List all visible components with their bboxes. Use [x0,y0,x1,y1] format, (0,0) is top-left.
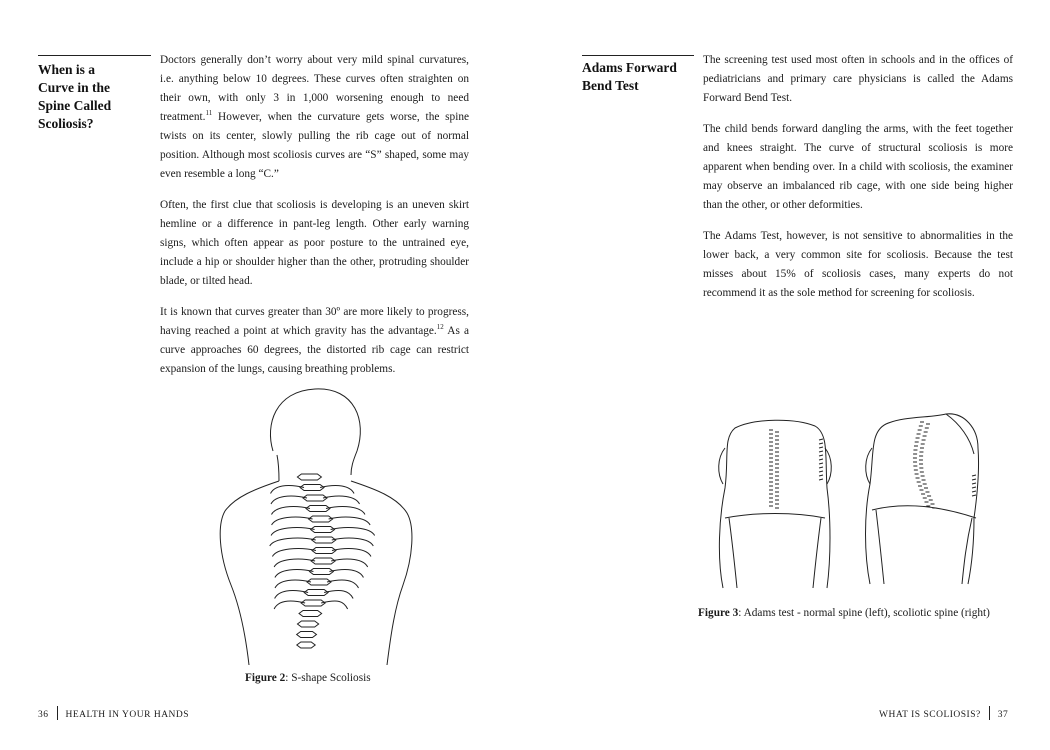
folio-divider [989,706,990,720]
rib [329,517,371,525]
figure-label: Figure 3 [698,607,739,619]
rib [324,591,353,599]
spine-dashes-normal [769,430,779,508]
paragraph-text: It is known that curves greater than 30º are more likely to progress, having reached a point at which gravity has the advantage. [160,306,469,337]
figure-caption-text: : S-shape Scoliosis [285,672,371,684]
rib [271,496,307,504]
rib [274,559,315,567]
rib-hatch [972,491,976,492]
rib [275,580,311,588]
leg-right [962,518,972,584]
scoliotic-spine-bend-illustration [860,414,985,584]
rib [271,486,305,494]
back-outline [719,420,830,588]
footnote-ref: 11 [205,109,213,118]
left-paragraph [160,303,469,379]
left-heading-line: When is a [38,62,96,77]
rib [272,549,316,557]
running-title: WHAT IS SCOLIOSIS? [879,710,981,720]
rib-hatch [819,443,823,444]
rib [320,486,354,494]
paragraph-text: As a curve approaches 60 degrees, the distorted rib cage can restrict expansion of the lungs, causing breathing problems. [160,325,470,375]
back-outline [866,414,979,584]
rib-hatch [819,455,823,456]
rib [323,496,360,504]
rib-hatch [819,439,823,440]
left-paragraph [160,51,469,184]
rib-hatch [972,483,976,484]
leg-left [729,518,737,588]
rib-hatch [972,495,976,496]
left-folio [38,706,189,722]
neck-outline [277,455,279,481]
right-paragraph: The Adams Test, however, is not sensitive to abnormalities in the lower back, a very common site for scoliosis. Because the test misses about 15% of scoliosis cases, many experts do not recommend it as the sole method for screening for scoliosis. [703,230,1013,299]
rib-hump [946,414,974,454]
rib-hatch [972,475,976,476]
rib-hatch [819,479,823,480]
shoulder-left [719,448,725,484]
rib-hatch [819,447,823,448]
left-paragraph [160,196,469,291]
right-body-text [703,51,1013,315]
right-heading-line: Adams Forward [582,60,677,75]
right-heading-line: Bend Test [582,78,639,93]
vertebra [299,611,322,617]
vertebra [297,621,318,627]
vertebra [297,632,317,638]
rib-hatch [972,479,976,480]
rib [274,601,305,609]
right-paragraph: The child bends forward dangling the arms, with the feet together and knees straight. The curve of structural scoliosis is more apparent when bending over. In a child with scoliosis, the examiner may observe an imbalanced rib cage, with one side being higher than the other, or other deformities. [703,123,1013,211]
waist-line [872,506,976,518]
right-heading-rule [582,55,694,56]
rib [329,570,363,578]
rib [332,538,374,546]
rib [327,580,359,588]
left-heading-line: Scoliosis? [38,116,94,131]
rib-hatch [819,475,823,476]
right-section-heading [582,59,697,95]
left-heading-line: Curve in the [38,80,110,95]
folio-divider [57,706,58,720]
vertebra [297,642,315,648]
rib [275,591,309,599]
left-heading-line: Spine Called [38,98,112,113]
leg-left [876,510,884,584]
rib [271,507,310,515]
rib-hatch [819,451,823,452]
right-folio [879,706,1008,722]
footnote-ref: 12 [436,323,444,332]
left-body-text [160,51,469,391]
vertebra [297,474,321,480]
rib-hatch [819,467,823,468]
rib [271,528,315,536]
scoliosis-back-illustration [205,385,435,665]
spine-dashes-scoliotic [913,422,936,508]
leg-right [813,518,821,588]
rib-hatch [972,487,976,488]
running-title: HEALTH IN YOUR HANDS [65,710,190,720]
rib-hatch [819,459,823,460]
right-paragraph: The screening test used most often in schools and in the offices of pediatricians and primary care physicians is called the Adams Forward Bend Test. [703,54,1013,104]
rib-hatch [819,471,823,472]
paragraph-text: Doctors generally don’t worry about very mild spinal curvatures, i.e. anything below 10 degrees. These curves often straighten on their own, with only 3 in 1,000 worsening enough to need treatment. [160,54,469,123]
figure-label: Figure 2 [245,672,286,684]
rib-hatch [819,463,823,464]
waist-line [725,514,825,519]
left-heading-rule [38,55,151,56]
rib-hatch-normal [819,439,823,480]
paragraph-text: However, when the curvature gets worse, the spine twists on its center, slowly pulling the rib cage out of normal position. Although most scoliosis curves are “S” shaped, some may even resemble a long “C.” [160,111,469,180]
rib [331,528,375,536]
rib [270,538,316,546]
page-number: 36 [38,710,49,720]
rib [275,570,314,578]
rib [272,517,313,525]
body-outline-left [220,481,279,665]
rib [332,549,371,557]
figure-caption-text: : Adams test - normal spine (left), scoliotic spine (right) [738,607,990,619]
paragraph-text: Often, the first clue that scoliosis is developing is an uneven skirt hemline or a difference in pant-leg length. Other early warning signs, which often appear as poor posture to the untrained eye, include a hip or shoulder higher than the other, protruding shoulder blade, or tilted head. [160,199,469,287]
figure-2-caption [245,671,371,685]
rib [326,507,365,515]
rib [331,559,368,567]
left-section-heading [38,61,153,133]
spine-vertebrae [297,474,336,648]
rib [321,601,348,609]
rib-hatch-scoliotic [972,475,976,496]
normal-spine-bend-illustration [715,418,835,588]
head-outline [270,389,360,475]
page-number: 37 [997,710,1009,720]
figure-3-caption [698,606,990,620]
